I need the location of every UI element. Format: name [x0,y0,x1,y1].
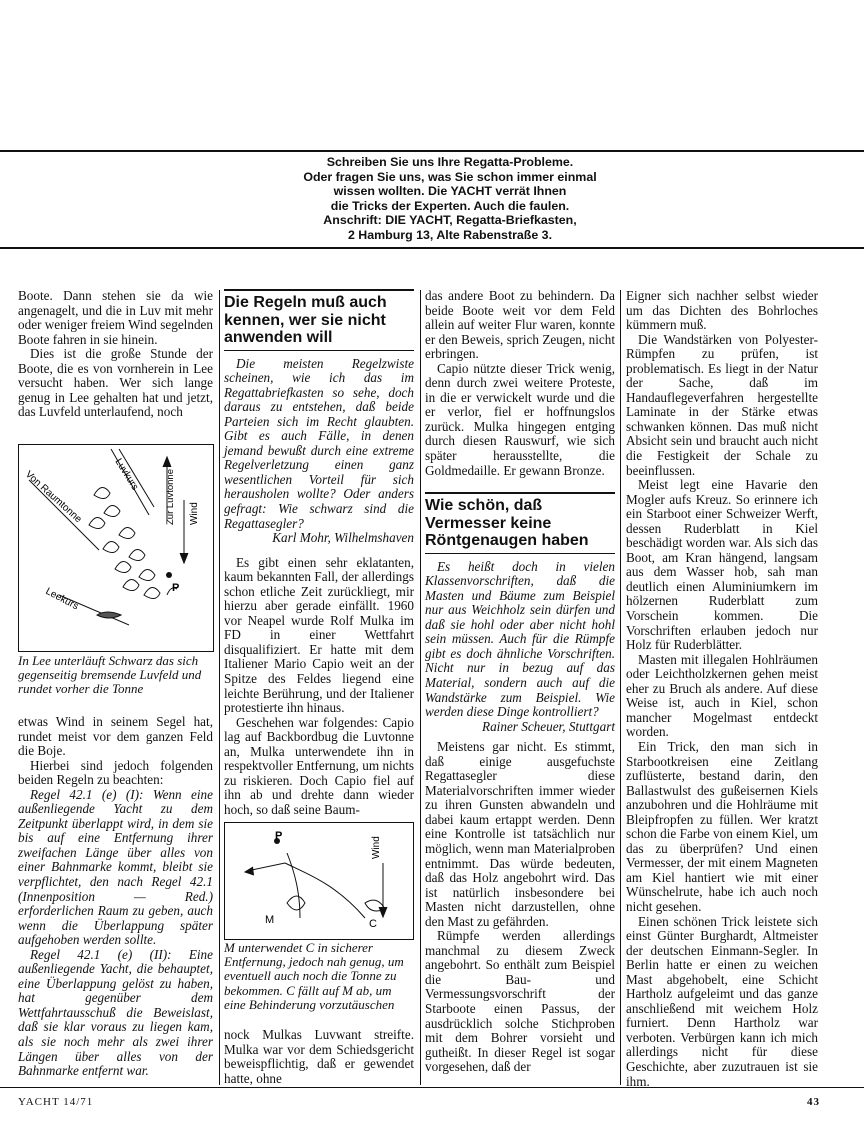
header-line: Schreiben Sie uns Ihre Regatta-Probleme. [326,155,574,169]
diagram-1-svg [19,445,213,651]
buoy [166,572,172,578]
paragraph: Masten mit illegalen Hohlräumen oder Leichtholzkernen gehen meist eher zu Bruch als andere. Auf diese Weise ist, auch in Kiel, schon mancher Mogelmast entdeckt worden. [626,651,818,740]
column-divider [219,290,220,1085]
label-zur-luvtonne: Zur Luvtonne [165,469,176,525]
reader-question: Es heißt doch in vielen Klassenvorschriften, daß die Masten und Bäume zum Beispiel nur aus Weichholz sein dürfen und daß sie hohl oder aber nicht hohl sein müssen. Auch für die Rümpfe gibt es doch ähnliche Vorschriften. Nicht nur in bezug auf das Material, sondern auch auf die Wandstärke zum Beispiel. Wie werden diese Dinge kontrolliert? [425,558,615,720]
footer-issue: YACHT 14/71 [18,1096,94,1108]
label-von-raumtonne: Von Raumtonne [22,469,84,526]
label-wind-2: Wind [371,836,382,859]
page-number: 43 [807,1096,820,1108]
figure-regatta-diagram-1 [18,444,214,652]
paragraph: Rümpfe werden allerdings manchmal zu diesem Zweck angebohrt. So enthält zum Beispiel die Bau- und Vermessungsvorschrift der Starboote einen Passus, der ausdrücklich solche Stichproben mit dem Bohrer vorsieht und gutheißt. In dieser Regel ist sogar vorgesehen, daß der [425,928,615,1075]
column-divider [420,290,421,1085]
figure-regatta-diagram-2 [224,822,414,940]
label-wind: Wind [189,502,200,525]
label-leekurs: Leekurs [43,585,81,613]
label-p: P [172,582,180,594]
column-divider [620,290,621,1085]
header-line: Anschrift: DIE YACHT, Regatta-Briefkasten, [323,213,577,228]
column-3 [425,289,615,1075]
paragraph: das andere Boot zu behindern. Da beide Boote weit vor dem Feld allein auf weiter Flur waren, konnte er den Beweis, sprich Zeugen, nicht erbringen. [425,288,615,362]
paragraph: Geschehen war folgendes: Capio lag auf Backbordbug die Luvtonne an, Mulka unterwendete ihn in respektvoller Entfernung, um nichts zu riskieren. Doch Capio fiel auf ihn ab und drehte dann wieder hoch, so daß seine Baum- [224,714,414,817]
column-2-top [224,289,414,817]
rule-42-1-e-i: Regel 42.1 (e) (I): Wenn eine außenliegende Yacht zu dem Zeitpunkt überlappt wird, in dem sie bis auf eine Entfernung ihrer zweifachen Länge über alles von einer Bahnmarke kommt, bleibt sie verpflichtet, den nach Regel 42.1 (Innenposition — Red.) erforderlichen Raum zu geben, auch wenn die Überlappung später aufgehoben werden sollte. [18,786,213,948]
header-line: die Tricks der Experten. Auch die faulen. [330,198,570,213]
header-line: wissen wollten. Die YACHT verrät Ihnen [333,184,567,199]
black-boat [97,612,121,618]
paragraph: Eigner sich nachher selbst wieder um das Dichten des Bohrloches kümmern muß. [626,288,818,333]
column-1-top [18,289,213,420]
paragraph: Es gibt einen sehr eklatanten, kaum bekannten Fall, der allerdings schon etliche Zeit zurückliegt, mir hierzu aber gerade einfällt. 1960 vor Neapel wurde Rolf Mulka im FD in einer Wettfahrt disqualifiziert. Er hatte mit dem Italiener Mario Capio weit an der Spitze des Feldes liegend eine leichte Berührung, und der Italiener protestierte ihn hinaus. [224,554,414,716]
mulka-course [287,853,300,918]
figure-1-caption: In Lee unterläuft Schwarz das sich gegenseitig bremsende Luvfeld und rundet vorher die Tonne [18,653,202,697]
signature: Rainer Scheuer, Stuttgart [482,718,615,734]
letterbox-header [300,155,600,243]
label-luvkurs: Luvkurs [112,456,141,493]
paragraph: Meistens gar nicht. Es stimmt, daß einige ausgefuchste Regattasegler diese Materialvorschriften immer wieder zu ihren Gunsten abwandeln und dabei kaum ertappt werden. Denn eine Kontrolle ist tatsächlich nur möglich, wenn man Materialproben entnimmt. Das würde bedeuten, daß das Holz angebohrt wird. Das ist natürlich insbesondere bei Masten nicht darzustellen, ohne den Mast zu gefährden. [425,739,615,929]
paragraph: Die Wandstärken von Polyester-Rümpfen zu prüfen, ist problematisch. Es liegt in der Natur der Sache, daß im Handauflegeverfahren hergestellte Laminate in der Stärke etwas schwanken können. Das muß nicht Absicht sein und braucht auch nicht die Festigkeit der Schale zu beeinflussen. [626,331,818,478]
paragraph: Dies ist die große Stunde der Boote, die es von vornherein in Lee versucht haben. Wer sich lange genug in Lee gehalten hat und jetzt, das Luvfeld unterlaufend, noch [18,346,213,420]
reader-question: Die meisten Regelzwiste scheinen, wie ich das im Regattabriefkasten so sehe, doch daraus zu entstehen, daß beide Parteien sich im Recht glaubten. Gibt es auch Fälle, in denen jemand bewußt durch eine extreme Regelverletzung einen ganz wesentlichen Vorteil für sich herausholen wollte? Oder anders gefragt: Wie schwarz sind die Regattasegler? [224,355,414,531]
label-c: C [369,918,377,930]
column-4 [626,289,818,1089]
paragraph: Meist legt eine Havarie den Mogler aufs Kreuz. So erinnere ich ein Starboot einer Schweizer Werft, dessen Ruderblatt in Kiel beschädigt worden war. Als sich das Boot, am Kran hängend, langsam aus dem Wasser hob, sah man deutlich einen Aluminiumkern im hölzernen Ruderblatt zum Vorschein kommen. Die Vorschriften erlauben jedoch nur Holz für Ruderblätter. [626,477,818,653]
paragraph: Einen schönen Trick leistete sich einst Günter Burghardt, Altmeister der deutschen Einmann-Segler. In Berlin hatte er einen zu weichen Mast abgehobelt, eine Schicht Hartholz aufgeleimt und das ganze anschließend mit weichem Holz furniert. Denn Hartholz war verboten. Verbürgen kann ich mich allerdings nicht für diese Geschichte, aber zuzutrauen ist sie ihm. [626,913,818,1089]
paragraph: Capio nützte dieser Trick wenig, denn durch zwei weitere Proteste, in die er verwickelt wurde und die er verlor, fiel er hoffnungslos zurück. Mulka hingegen entging durch diesen Rauswurf, wie sich später herausstellte, die Goldmedaille. Er gewann Bronze. [425,360,615,478]
header-line: 2 Hamburg 13, Alte Rabenstraße 3. [347,227,553,242]
top-rule [0,150,864,152]
header-line: Oder fragen Sie uns, was Sie schon immer einmal [303,169,597,184]
headline-roentgenaugen: Wie schön, daß Vermesser keine Röntgenaugen haben [425,492,615,554]
paragraph: Ein Trick, den man sich in Starbootkreisen eine Zeitlang zuflüsterte, bestand darin, den Ballastwulst des gußeisernen Kiels anzubohren und die Hohlräume mit Bleipfropfen zu füllen. Wer kratzt schon die Farbe von einem Kiel, um das zu überprüfen? Und einen Vermesser, der mit einem Magneten am Kiel hantiert wie mit einer Wünschelrute, habe ich auch noch nicht gesehen. [626,738,818,914]
figure-2-caption: M unterwendet C in sicherer Entfernung, jedoch nah genug, um eventuell auch noch die Tonne zu bekommen. C fällt auf M ab, um eine Behinderung vorzutäuschen [224,940,404,1012]
rule-42-1-e-ii: Regel 42.1 (e) (II): Eine außenliegende Yacht, die behauptet, eine Überlappung gelöst zu haben, hat gegenüber dem Wettfahrtausschuß die Beweislast, daß sie klar voraus zu liegen kam, als sie noch mehr als zwei ihrer Längen über alles von der Bahnmarke entfernt war. [18,946,213,1079]
column-2-bottom [224,1028,414,1086]
paragraph: Hierbei sind jedoch folgenden beiden Regeln zu beachten: [18,757,213,788]
paragraph: nock Mulkas Luvwant streifte. Mulka war vor dem Schiedsgericht beweispflichtig, daß er gewendet hatte, ohne [224,1027,414,1086]
signature: Karl Mohr, Wilhelmshaven [272,530,414,546]
label-m: M [265,914,275,926]
column-1-bottom [18,715,213,1079]
paragraph: etwas Wind in seinem Segel hat, rundet meist vor dem ganzen Feld die Boje. [18,714,213,759]
diagram-2-svg [225,823,413,939]
paragraph: Boote. Dann stehen sie da wie angenagelt, und die in Luv mit mehr oder weniger freiem Wind segelnden Boote fahren in sie hinein. [18,288,213,347]
header-bottom-rule [0,247,864,249]
label-p2: P [275,830,283,842]
headline-regeln: Die Regeln muß auch kennen, wer sie nicht anwenden will [224,289,414,351]
